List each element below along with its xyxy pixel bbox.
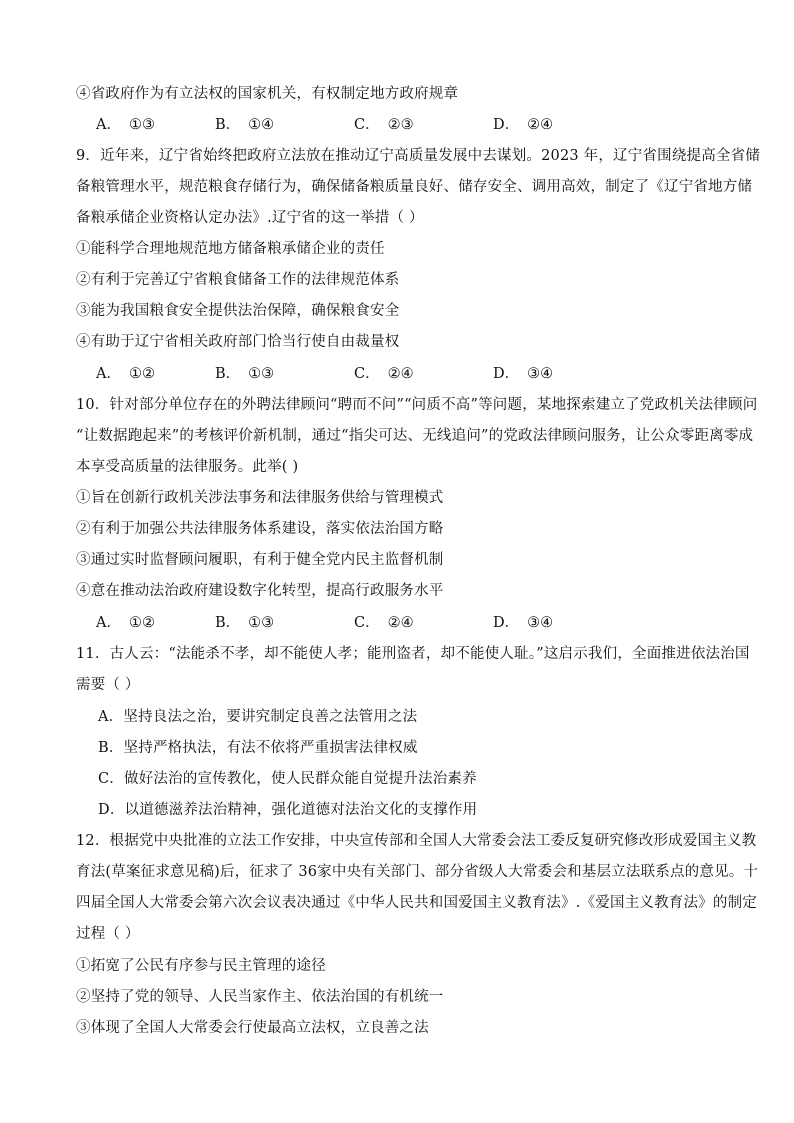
q9-option-b: B． ①③ [215,366,275,382]
q8-option-a: A． ①③ [96,117,155,133]
q11-option-d: D．以道德滋养法治精神，强化道德对法治文化的支撑作用 [98,802,478,818]
q10-option-d: D． ③④ [493,615,554,631]
q9-item-4: ④有助于辽宁省相关政府部门恰当行使自由裁量权 [76,334,400,350]
q10-item-4: ④意在推动法治政府建设数字化转型，提高行政服务水平 [76,583,444,599]
q12-stem-line-3: 四届全国人大常委会第六次会议表决通过《中华人民共和国爱国主义教育法》.《爱国主义教育法》的制定 [76,895,758,911]
q12-stem-line-4: 过程（ ） [76,926,140,942]
q9-stem-line-3: 备粮承储企业资格认定办法》.辽宁省的这一举措（ ） [76,210,424,226]
q10-stem-line-3: 本享受高质量的法律服务。此举( ) [76,459,299,475]
q8-option-c: C． ②③ [354,117,414,133]
q10-item-2: ②有利于加强公共法律服务体系建设，落实依法治国方略 [76,521,444,537]
q11-option-a: A．坚持良法之治，要讲究制定良善之法管用之法 [98,709,418,725]
q10-option-c: C． ②④ [354,615,414,631]
q9-item-2: ②有利于完善辽宁省粮食储备工作的法律规范体系 [76,272,400,288]
q9-option-c: C． ②④ [354,366,414,382]
q12-item-2: ②坚持了党的领导、人民当家作主、依法治国的有机统一 [76,989,444,1005]
q9-item-3: ③能为我国粮食安全提供法治保障，确保粮食安全 [76,303,400,319]
q8-option-b: B． ①④ [215,117,275,133]
q9-stem-line-2: 备粮管理水平，规范粮食存储行为，确保储备粮质量良好、储存安全、调用高效，制定了《辽宁省地方储 [76,179,753,195]
q9-item-1: ①能科学合理地规范地方储备粮承储企业的责任 [76,241,385,257]
q9-option-d: D． ③④ [493,366,554,382]
q12-item-3: ③体现了全国人大常委会行使最高立法权，立良善之法 [76,1020,429,1036]
q10-item-3: ③通过实时监督顾问履职，有利于健全党内民主监督机制 [76,552,444,568]
q11-option-c: C．做好法治的宣传教化，使人民群众能自觉提升法治素养 [98,771,477,787]
q10-stem-line-1: 10．针对部分单位存在的外聘法律顾问“聘而不问”“问质不高”等问题，某地探索建立了党政机关法律顾问 [76,397,758,413]
q11-stem-line-2: 需要（ ） [76,677,140,693]
q9-stem-line-1: 9．近年来，辽宁省始终把政府立法放在推动辽宁高质量发展中去谋划。2023 年，辽宁省围绕提高全省储 [76,148,761,164]
q11-option-b: B．坚持严格执法，有法不依将严重损害法律权威 [98,740,418,756]
q10-option-a: A． ①② [96,615,155,631]
q9-option-a: A． ①② [96,366,155,382]
q10-stem-line-2: “让数据跑起来”的考核评价新机制，通过“指尖可达、无线追问”的党政法律顾问服务，让公众零距离零成 [76,428,754,444]
q12-item-1: ①拓宽了公民有序参与民主管理的途径 [76,958,326,974]
q12-stem-line-2: 育法(草案征求意见稿)后，征求了 36家中央有关部门、部分省级人大常委会和基层立法联系点的意见。十 [76,864,759,880]
q8-option-d: D． ②④ [493,117,554,133]
q12-stem-line-1: 12．根据党中央批准的立法工作安排，中央宣传部和全国人大常委会法工委反复研究修改形成爱国主义教 [76,833,757,849]
q11-stem-line-1: 11．古人云：“法能杀不孝，却不能使人孝；能刑盗者，却不能使人耻。”这启示我们，全面推进依法治国 [76,646,750,662]
q8-item-4: ④省政府作为有立法权的国家机关，有权制定地方政府规章 [76,86,459,102]
q10-option-b: B． ①③ [215,615,275,631]
q10-item-1: ①旨在创新行政机关涉法事务和法律服务供给与管理模式 [76,490,444,506]
